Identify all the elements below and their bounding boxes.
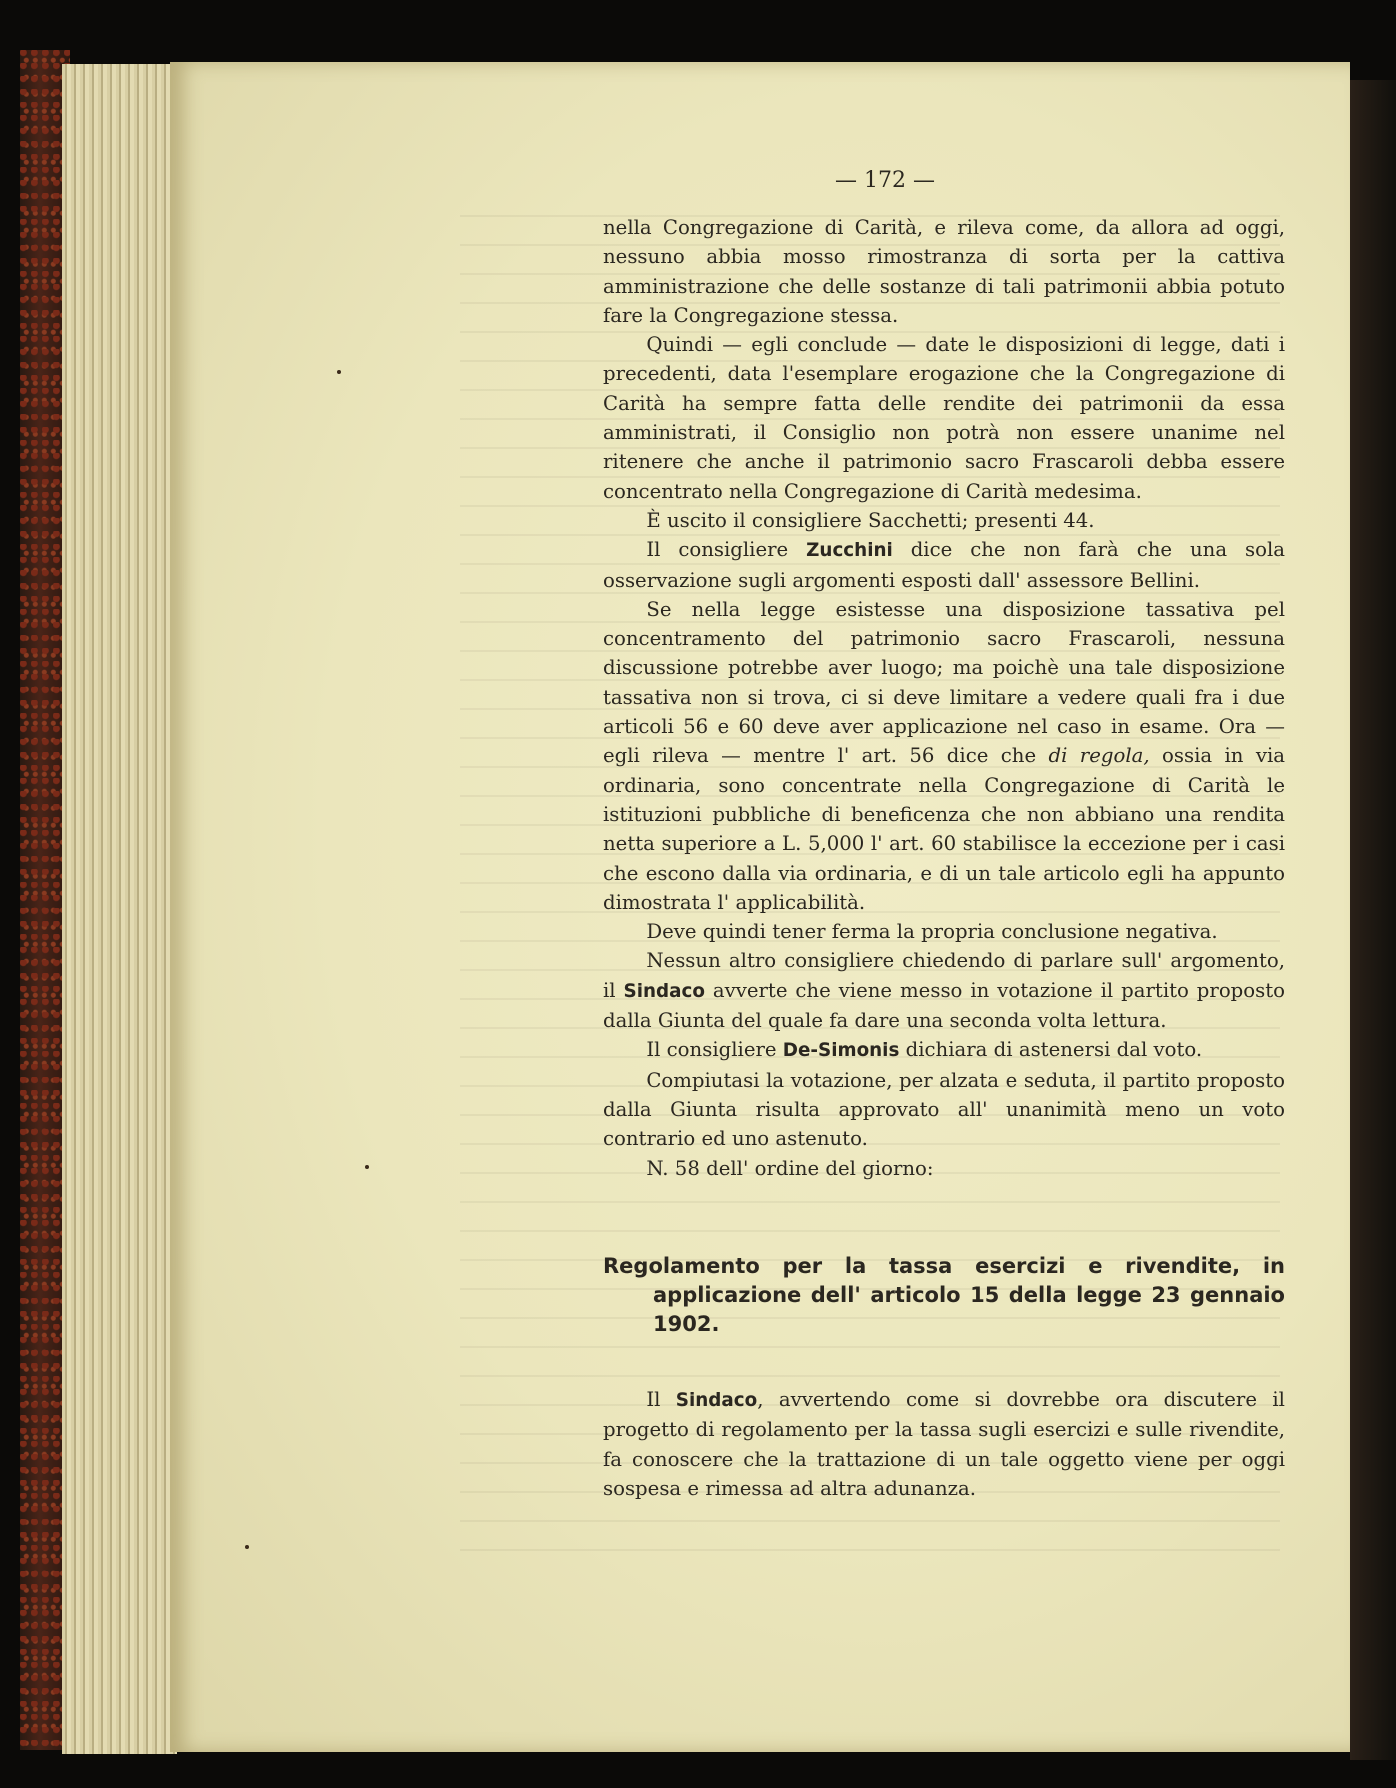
paragraph-compiutasi: Compiutasi la votazione, per alzata e seduta, il partito proposto dalla Giunta risulta approvato all' unanimità meno un voto contrario ed uno astenuto. <box>603 1068 1285 1151</box>
paragraph-nessun <box>603 946 1285 1035</box>
closing-text <box>603 1385 1285 1503</box>
text-run: Se nella legge esistesse una disposizione tassativa pel concentramento del patrimonio sacro Frascaroli, nessuna discussione potrebbe aver luogo; ma poichè una tale disposizione tassativa non si trova, ci si deve limitare a vedere quali fra i due articoli 56 e 60 deve aver applicazione nel caso in esame. Ora — egli rileva — mentre l' art. 56 dice che <box>603 597 1285 768</box>
text-run: ossia in via ordinaria, sono concentrate nella Congregazione di Carità le istituzioni pubbliche di beneficenza che non abbiano una rendita netta superiore a L. 5,000 l' art. 60 stabilisce la eccezione per i casi che escono dalla via ordinaria, e di un tale articolo egli ha appunto dimostrata l' applicabilità. <box>603 744 1286 914</box>
paragraph-continuation: nella Congregazione di Carità, e rileva come, da allora ad oggi, nessuno abbia mosso rimostranza di sorta per la cattiva amministrazione che delle sostanze di tali patrimonii abbia potuto fare la Congregazione stessa. <box>603 216 1285 327</box>
text-run: dice che non farà che una sola osservazione sugli argomenti esposti dall' assessore Bellini. <box>603 538 1285 592</box>
speaker-name: Sindaco <box>623 980 705 1002</box>
text-run: avverte che viene messo in votazione il partito proposto dalla Giunta del quale fa dare una seconda volta lettura. <box>603 978 1285 1033</box>
paragraph-final <box>603 1385 1285 1503</box>
paragraph-deve: Deve quindi tener ferma la propria conclusione negativa. <box>646 920 1218 944</box>
paragraph-zucchini <box>603 535 1285 595</box>
italic-phrase: di regola, <box>1048 744 1150 768</box>
text-run: dichiara di astenersi dal voto. <box>899 1038 1203 1062</box>
paragraph-desimonis <box>603 1035 1285 1065</box>
page-stack-edges <box>62 64 177 1754</box>
text-run: Il consigliere <box>646 538 807 562</box>
paper-speck <box>337 370 341 374</box>
paragraph-uscito: È uscito il consigliere Sacchetti; presenti 44. <box>646 508 1095 532</box>
speaker-name: De-Simonis <box>782 1040 900 1062</box>
speaker-name: Zucchini <box>806 540 893 562</box>
paragraph-quindi: Quindi — egli conclude — date le disposizioni di legge, dati i precedenti, data l'esemplare erogazione che la Congregazione di Carità ha sempre fatta delle rendite dei patrimonii da essa amministrati, il Consiglio non potrà non essere unanime nel ritenere che anche il patrimonio sacro Frascaroli debba essere concentrato nella Congregazione di Carità medesima. <box>603 333 1285 503</box>
speaker-name: Sindaco <box>675 1390 758 1411</box>
paragraph-n58: N. 58 dell' ordine del giorno: <box>646 1156 934 1180</box>
paragraph-se-nella <box>603 595 1285 917</box>
paper-speck <box>245 1545 249 1549</box>
page-number: — 172 — <box>835 168 935 193</box>
right-shadow <box>1350 80 1396 1760</box>
text-run: Nessun altro consigliere chiedendo di parlare sull' argomento, il <box>603 949 1285 1002</box>
text-run: Il consigliere <box>646 1038 783 1062</box>
paper-speck <box>365 1165 369 1169</box>
section-heading: Regolamento per la tassa esercizi e rivendite, in applicazione dell' articolo 15 della legge 23 gennaio 1902. <box>603 1254 1285 1336</box>
text-run: , avvertendo come si dovrebbe ora discutere il progetto di regolamento per la tassa sugli esercizi e sulle rivendite, fa conoscere che la trattazione di un tale oggetto viene per oggi sospesa e rimessa ad altra adunanza. <box>603 1388 1285 1500</box>
text-run: Il <box>646 1388 676 1411</box>
body-text <box>603 213 1285 1183</box>
